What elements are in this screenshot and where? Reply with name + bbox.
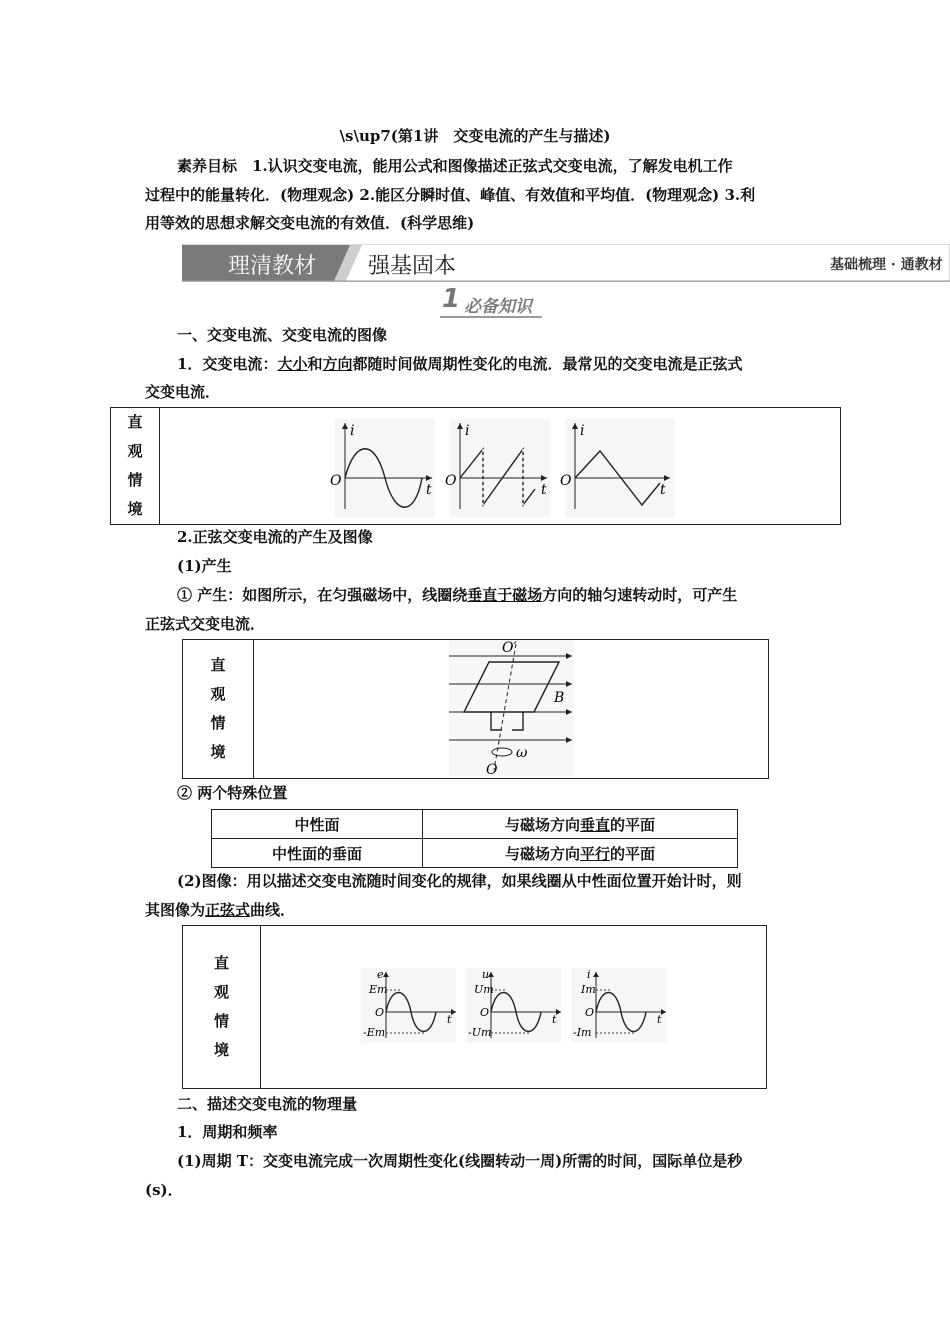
scenario-box-1 [110,407,841,525]
svg-text:O: O [560,473,572,489]
svg-text:i: i [465,423,470,439]
sec2-sub1: (1)产生 [177,557,232,575]
goals-line-2: 过程中的能量转化．(物理观念) 2.能区分瞬时值、峰值、有效值和平均值．(物理观念) 3.利 [145,186,756,204]
svg-text:t: t [426,482,432,498]
svg-text:-Em: -Em [363,1026,386,1039]
section-badge-number: 1 [442,284,461,314]
svg-text:t: t [541,482,547,498]
svg-text:B: B [554,690,565,706]
sine-waveforms-figure [261,926,767,1089]
svg-text:O: O [375,1006,385,1019]
scenario-label-1: 直 观 情 境 [111,408,160,525]
svg-text:i: i [350,423,355,439]
svg-text:t: t [447,1013,452,1026]
banner-tag: 基础梳理 · 通教材 [830,257,943,273]
goals-line-3: 用等效的思想求解交变电流的有效值．(科学思维) [145,214,475,232]
graph-paragraph: (2)图像：用以描述交变电流随时间变化的规律，如果线圈从中性面位置开始计时，则 [177,872,742,890]
sec3-sub1: 1．周期和频率 [177,1123,278,1141]
svg-text:u: u [482,968,490,981]
ac-wave-figures [160,408,841,525]
svg-text:O: O [480,1006,490,1019]
scenario-label-2: 直 观 情 境 [183,640,254,779]
svg-text:Um: Um [474,983,494,996]
special-positions-heading: ② 两个特殊位置 [177,784,288,802]
coil-in-magnetic-field-figure [254,640,769,779]
sec2-heading: 2.正弦交变电流的产生及图像 [177,528,373,546]
svg-text:O: O [445,473,457,489]
banner-right-text: 强基固本 [368,254,457,279]
svg-text:-Im: -Im [573,1026,592,1039]
svg-text:O: O [585,1006,595,1019]
svg-text:O′: O′ [502,640,517,656]
svg-text:ω: ω [516,745,528,761]
sec1-heading: 一、交变电流、交变电流的图像 [177,326,388,344]
svg-text:Im: Im [581,983,596,996]
svg-text:Em: Em [369,983,388,996]
goals-line-1: 素养目标 1.认识交变电流，能用公式和图像描述正弦式交变电流，了解发电机工作 [177,157,733,175]
svg-text:e: e [377,968,384,981]
table-row-1-desc: 与磁场方向垂直的平面 [423,810,738,839]
sec1-paragraph-1-cont: 交变电流． [145,383,221,401]
sec1-paragraph-1: 1．交变电流：大小和方向都随时间做周期性变化的电流．最常见的交变电流是正弦式 [177,355,743,373]
scenario-box-2 [182,639,769,779]
svg-text:O: O [330,473,342,489]
svg-text:t: t [552,1013,557,1026]
scenario-label-3: 直 观 情 境 [183,926,261,1089]
section-badge-text: 必备知识 [464,297,532,317]
page-title: \s\up7(第1讲 交变电流的产生与描述) [339,127,611,145]
sec2-paragraph: ① 产生：如图所示，在匀强磁场中，线圈绕垂直于磁场方向的轴匀速转动时，可产生 [177,586,738,604]
svg-text:i: i [587,968,591,981]
section-badge [440,284,542,318]
svg-text:t: t [660,482,666,498]
svg-text:i: i [580,423,585,439]
graph-paragraph-cont: 其图像为正弦式曲线． [145,901,296,919]
sec2-paragraph-cont: 正弦式交变电流． [145,615,266,633]
svg-text:t: t [657,1013,662,1026]
svg-text:-Um: -Um [468,1026,492,1039]
svg-text:O: O [486,762,498,778]
sec3-heading: 二、描述交变电流的物理量 [177,1095,358,1113]
table-row-2-desc: 与磁场方向平行的平面 [423,839,738,868]
sec3-paragraph-1: (1)周期 T：交变电流完成一次周期性变化(线圈转动一周)所需的时间，国际单位是秒 [177,1152,743,1170]
table-row-2-name: 中性面的垂面 [212,839,423,868]
table-row-1-name: 中性面 [212,810,423,839]
sec3-paragraph-1-cont: (s)． [145,1181,183,1199]
special-positions-table [211,809,738,868]
section-banner [182,244,950,282]
scenario-box-3 [182,925,767,1089]
banner-left-text: 理清教材 [228,254,317,279]
